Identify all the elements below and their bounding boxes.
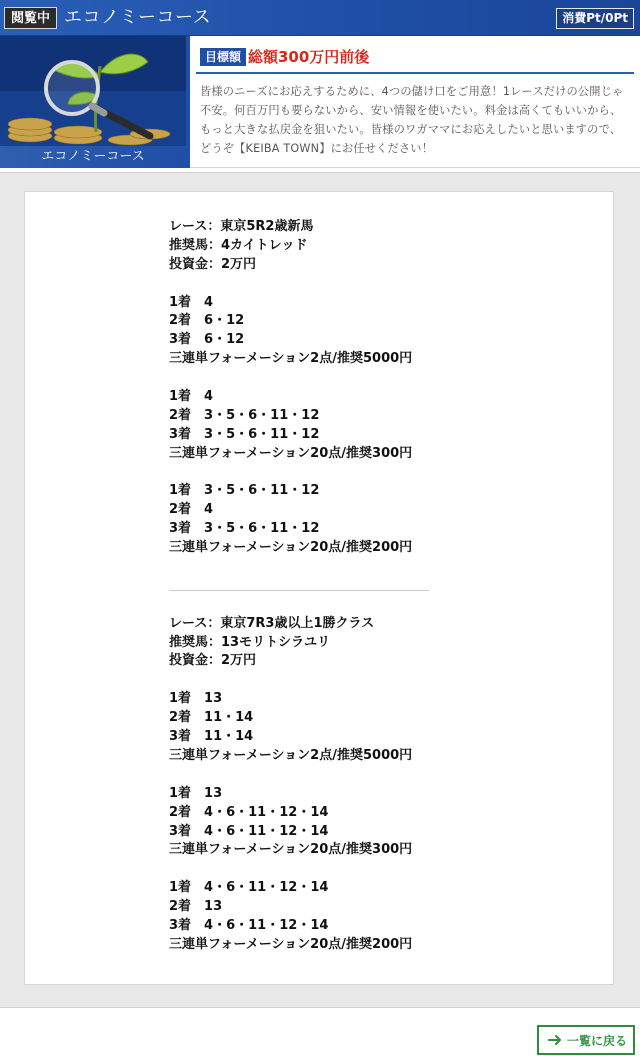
course-title: エコノミーコース	[64, 7, 212, 28]
course-description: 皆様のニーズにお応えするために、4つの儲け口をご用意！1レースだけの公開じゃ不安。何百万円も要らないから、安い情報を使いたい。料金は高くてもいいから、もっと大きな払戻金を狙いたい。皆様のワガママにお応えしたいと思いますので、どうぞ【KEIBA TOWN】にお任せください！	[200, 85, 624, 155]
pick-line: 1着 3・5・6・11・12	[169, 483, 320, 499]
back-label: 一覧に戻る	[567, 1034, 628, 1048]
pick-line: 投資金：2万円	[169, 653, 257, 669]
pick-line: 3着 3・5・6・11・12	[169, 426, 320, 442]
pick-line: 三連単フォーメーション2点/推奨5000円	[169, 351, 413, 367]
arrow-right-icon	[547, 1032, 563, 1051]
pick-line: レース：東京7R3歳以上1勝クラス	[169, 615, 375, 631]
pick-line: 2着 4・6・11・12・14	[169, 804, 329, 820]
pick-line: 3着 11・14	[169, 729, 254, 745]
pick-line: 三連単フォーメーション20点/推奨300円	[169, 842, 413, 858]
content-area	[0, 172, 640, 1008]
blank-line	[169, 860, 589, 879]
content-card	[24, 191, 614, 985]
pick-line: 三連単フォーメーション2点/推奨5000円	[169, 747, 413, 763]
course-image	[0, 36, 186, 146]
pick-line: 三連単フォーメーション20点/推奨200円	[169, 540, 413, 556]
blank-line	[169, 369, 589, 388]
pick-line: 推奨馬：13モリトシラユリ	[169, 634, 331, 650]
points-badge: 消費Pt/0Pt	[556, 8, 634, 29]
pick-line: 3着 6・12	[169, 332, 245, 348]
pick-line: 2着 6・12	[169, 313, 245, 329]
plant-magnifier-image	[0, 36, 186, 146]
blank-line	[169, 275, 589, 294]
pick-line: 三連単フォーメーション20点/推奨300円	[169, 445, 413, 461]
course-image-label: エコノミーコース	[0, 146, 186, 168]
pick-line: 1着 4	[169, 389, 214, 405]
pick-line: 投資金：2万円	[169, 256, 257, 272]
blank-line	[169, 671, 589, 690]
blank-line	[169, 766, 589, 785]
back-to-list-button[interactable]	[537, 1025, 635, 1055]
target-label: 目標額	[200, 48, 246, 66]
course-info	[0, 36, 640, 168]
pick-line: 推奨馬：4カイトレッド	[169, 237, 308, 253]
vertical-divider	[186, 36, 190, 168]
blank-line	[169, 558, 589, 577]
pick-line: 3着 3・5・6・11・12	[169, 521, 320, 537]
target-row	[196, 44, 634, 74]
pick-line: 1着 13	[169, 691, 223, 707]
pick-line: 1着 13	[169, 785, 223, 801]
blank-line	[169, 464, 589, 483]
pick-line: 2着 4	[169, 502, 214, 518]
header-bar	[0, 0, 640, 36]
target-value: 総額300万円前後	[248, 48, 370, 66]
pick-line: 三連単フォーメーション20点/推奨200円	[169, 936, 413, 952]
pick-line: 1着 4	[169, 294, 214, 310]
pick-list	[169, 218, 589, 955]
separator-line: ＿＿＿＿＿＿＿＿＿＿＿＿＿＿＿＿＿＿＿＿	[169, 577, 430, 593]
viewing-badge: 閲覧中	[4, 7, 57, 29]
pick-line: 2着 11・14	[169, 710, 254, 726]
pick-line: 3着 4・6・11・12・14	[169, 917, 329, 933]
pick-line: 1着 4・6・11・12・14	[169, 880, 329, 896]
pick-line: レース：東京5R2歳新馬	[169, 219, 314, 234]
blank-line	[169, 596, 589, 615]
pick-line: 2着 13	[169, 899, 223, 915]
pick-line: 3着 4・6・11・12・14	[169, 823, 329, 839]
pick-line: 2着 3・5・6・11・12	[169, 407, 320, 423]
